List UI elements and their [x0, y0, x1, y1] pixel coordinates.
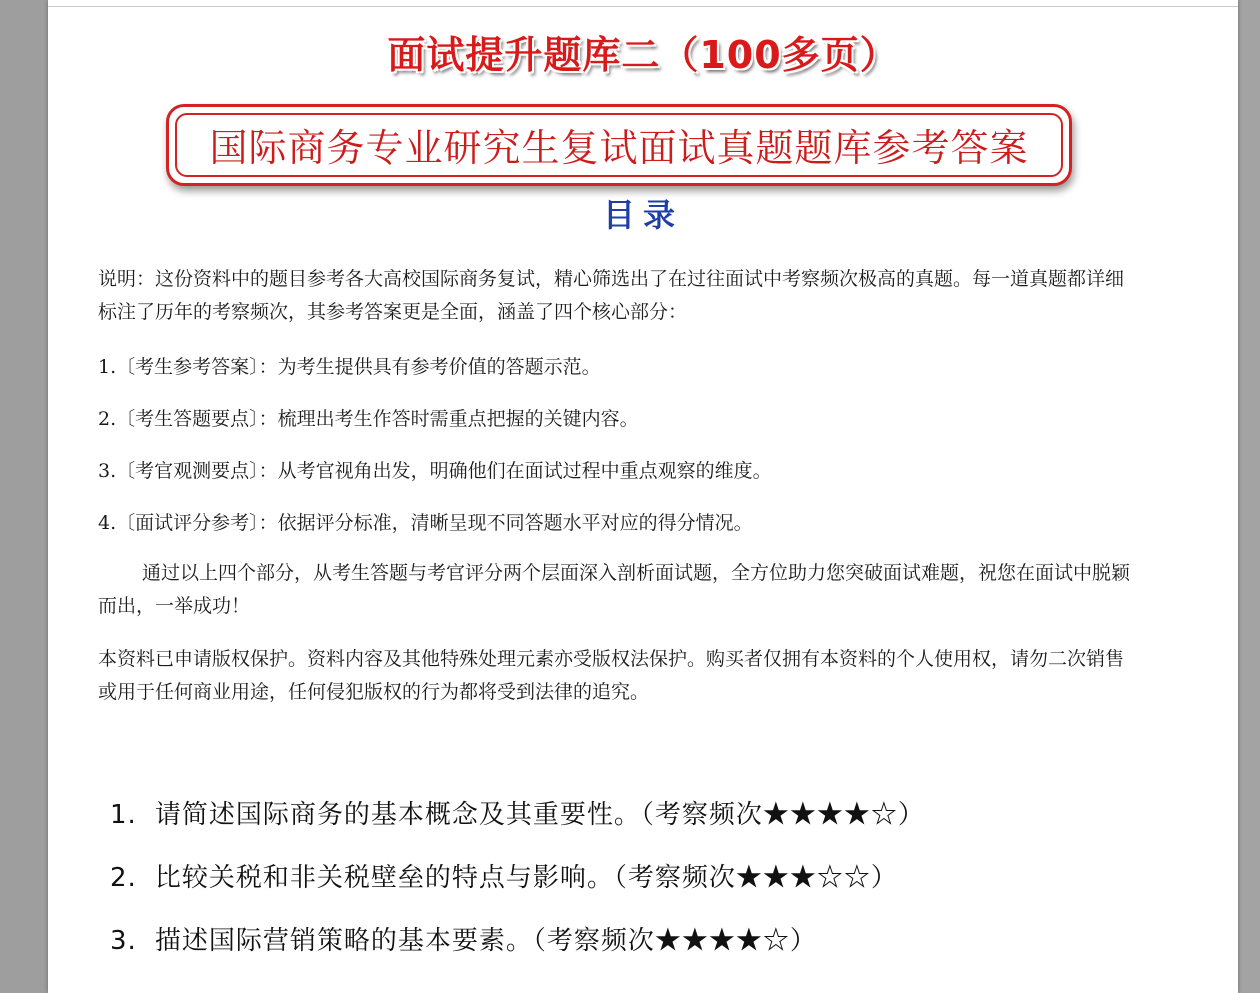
question-number: 1.	[110, 800, 137, 830]
question-item	[110, 920, 817, 957]
question-item	[110, 794, 925, 831]
page-top-edge	[48, 6, 1238, 7]
document-page	[48, 0, 1238, 993]
question-item	[110, 857, 898, 894]
question-text: 比较关税和非关税壁垒的特点与影响。（考察频次★★★☆☆）	[154, 863, 898, 893]
part-item-3: 3.〔考官观测要点〕：从考官视角出发，明确他们在面试过程中重点观察的维度。	[98, 460, 772, 482]
next-question-cut-off	[110, 982, 1110, 993]
part-item-1: 1.〔考生参考答案〕：为考生提供具有参考价值的答题示范。	[98, 356, 601, 378]
summary-paragraph: 通过以上四个部分，从考生答题与考官评分两个层面深入剖析面试题，全方位助力您突破面试难题，祝您在面试中脱颖而出，一举成功！	[98, 562, 1131, 617]
intro-paragraph: 说明：这份资料中的题目参考各大高校国际商务复试，精心筛选出了在过往面试中考察频次极高的真题。每一道真题都详细标注了历年的考察频次，其参考答案更是全面，涵盖了四个核心部分：	[98, 268, 1125, 323]
viewer-right-scrollbar[interactable]	[1238, 0, 1260, 993]
part-item-2: 2.〔考生答题要点〕：梳理出考生作答时需重点把握的关键内容。	[98, 408, 639, 430]
title-banner	[166, 104, 1072, 186]
question-number: 2.	[110, 863, 137, 893]
question-text: 描述国际营销策略的基本要素。（考察频次★★★★☆）	[154, 926, 817, 956]
copyright-notice: 本资料已申请版权保护。资料内容及其他特殊处理元素亦受版权法保护。购买者仅拥有本资料的个人使用权，请勿二次销售或用于任何商业用途，任何侵犯版权的行为都将受到法律的追究。	[98, 648, 1125, 703]
toc-heading: 目录	[602, 196, 683, 234]
viewer-left-gutter	[0, 0, 48, 993]
question-number: 3.	[110, 926, 137, 956]
headline: 面试提升题库二（100多页）	[387, 33, 899, 77]
document-title: 国际商务专业研究生复试面试真题题库参考答案	[209, 126, 1029, 170]
part-item-4: 4.〔面试评分参考〕：依据评分标准，清晰呈现不同答题水平对应的得分情况。	[98, 512, 753, 534]
question-text: 请简述国际商务的基本概念及其重要性。（考察频次★★★★☆）	[154, 800, 925, 830]
